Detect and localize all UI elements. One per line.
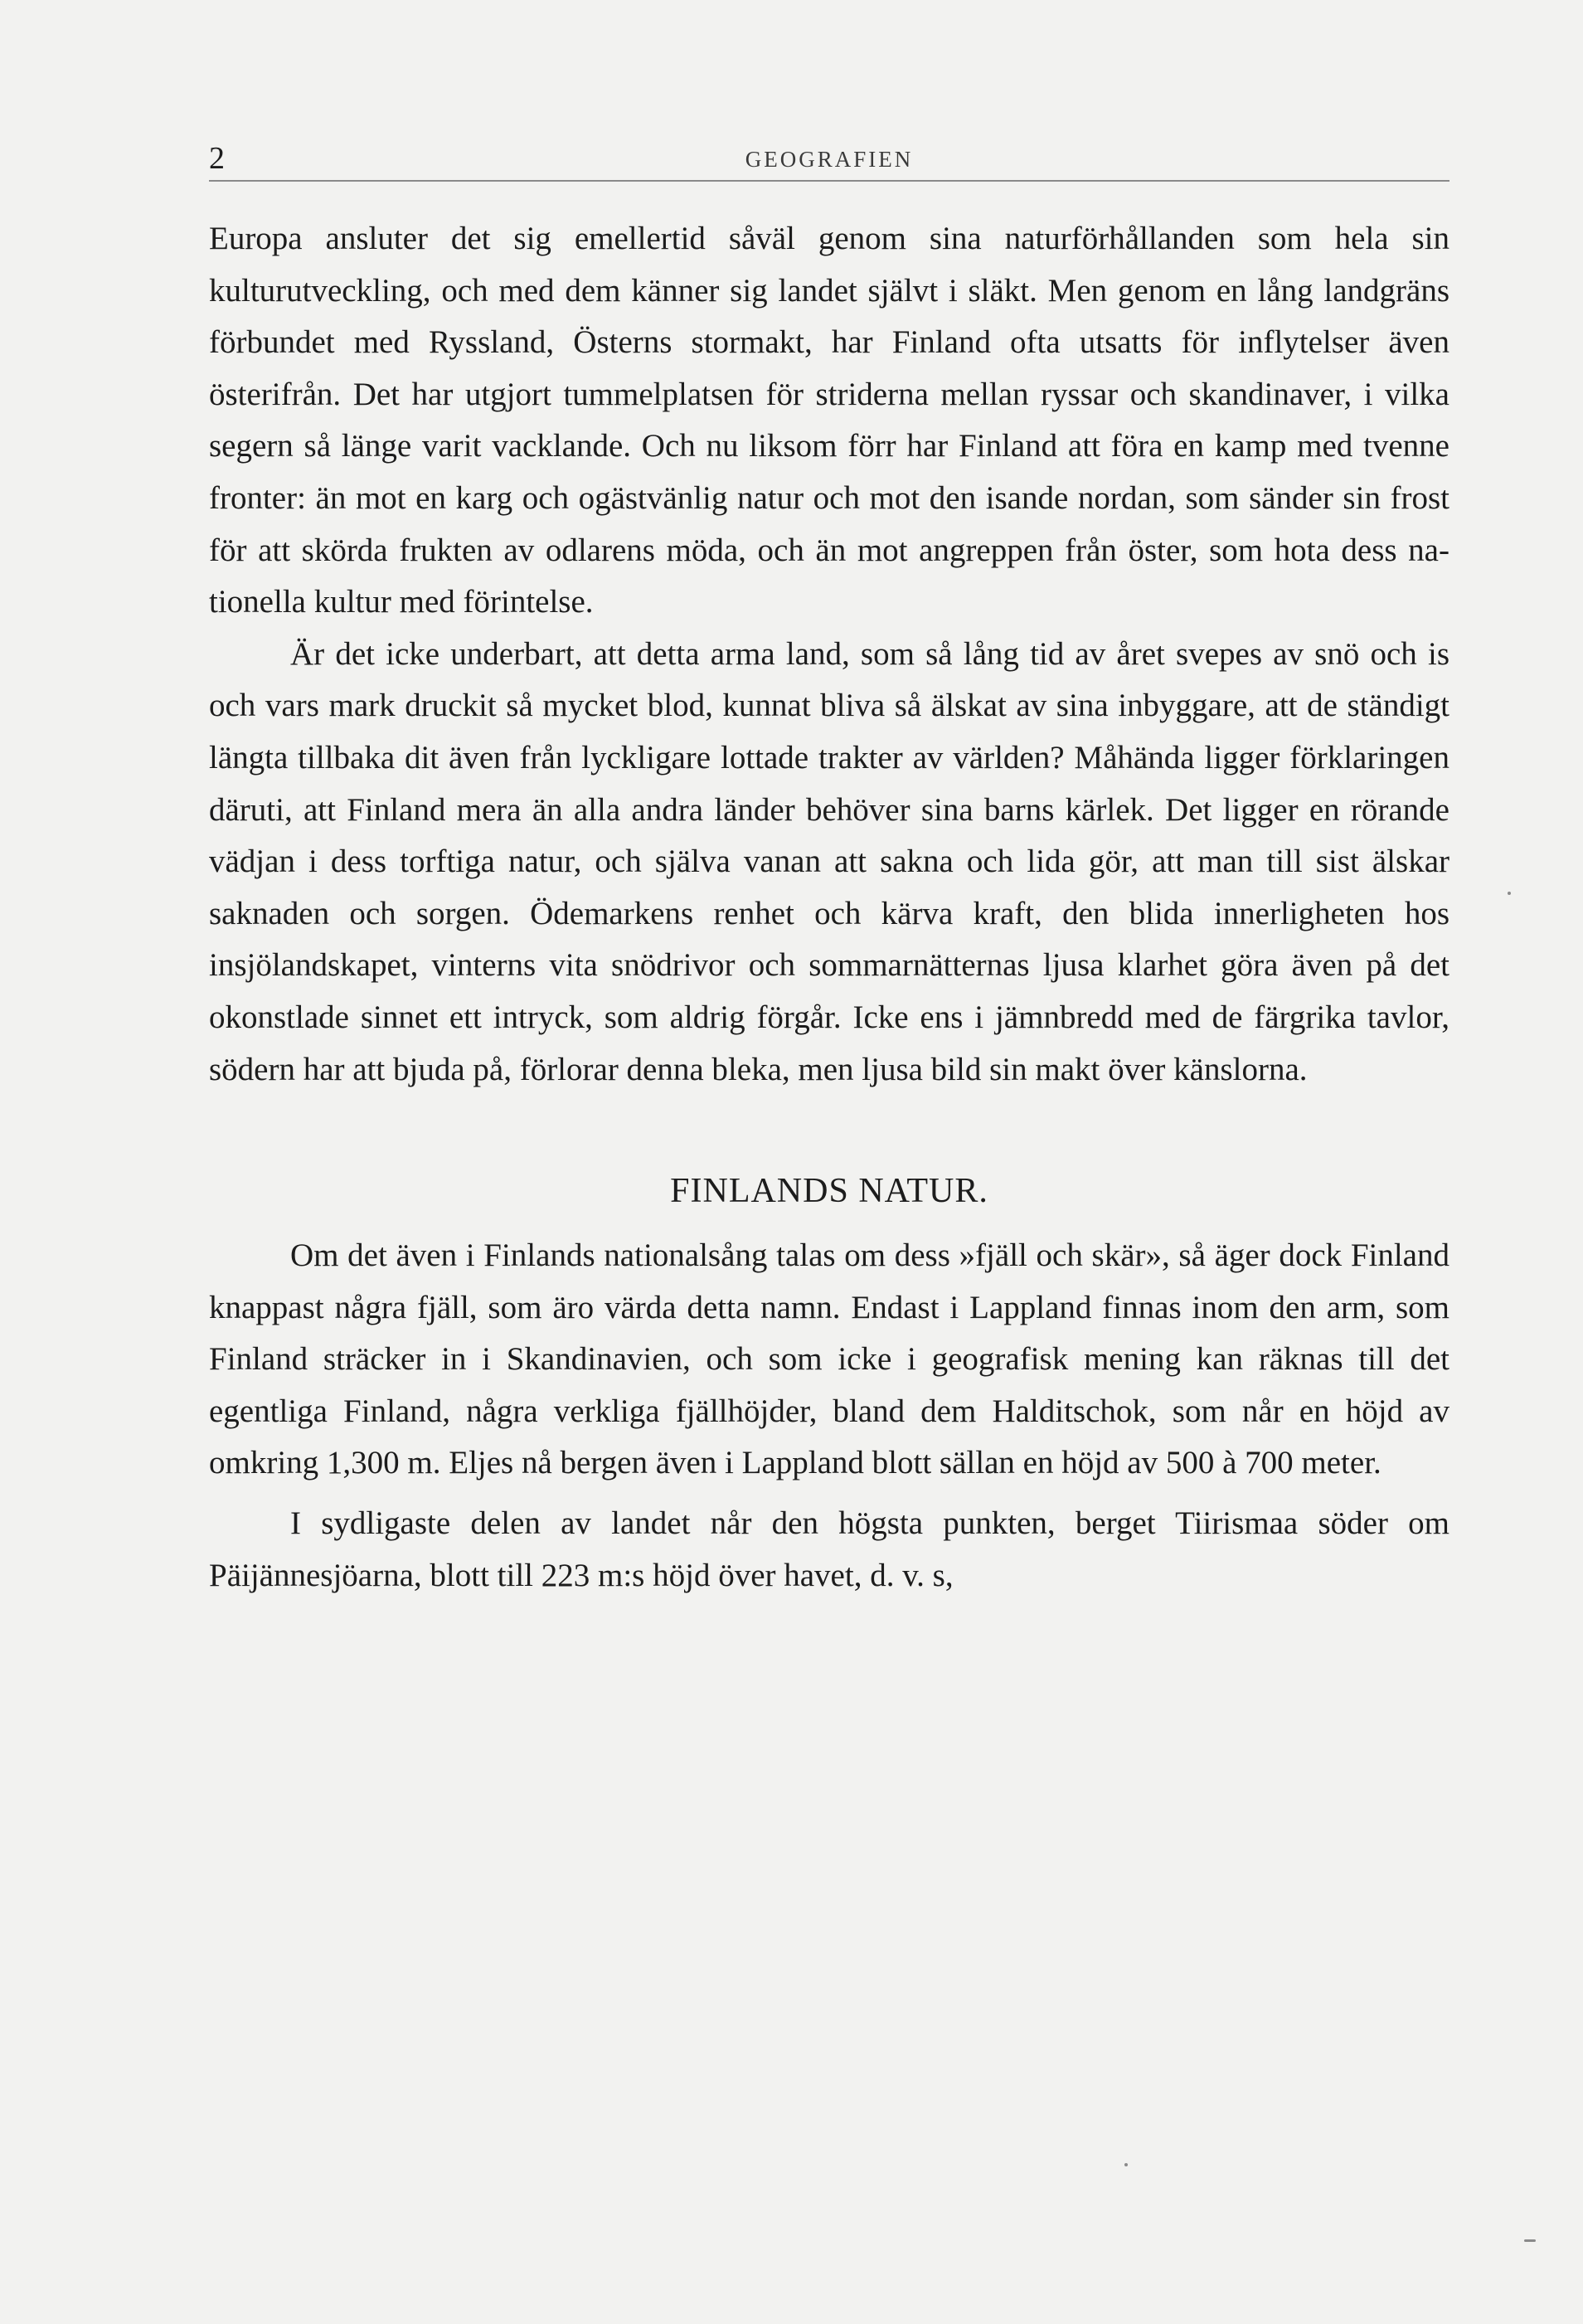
paragraph-continued: Europa ansluter det sig emellertid såväl genom sina naturförhållanden som hela sin kulturutveckling, och med dem känner sig landet självt i släkt. Men genom en lång landgräns förbundet med Ryssland, Österns stormakt, har Finland ofta utsatts för inflytelser även österifrån. Det har utgjort tummelplatsen för striderna mellan ryssar och skandinaver, i vilka segern så länge varit vacklande. Och nu liksom förr har Finland att föra en kamp med tvenne fronter: än mot en karg och ogästvänlig natur och mot den isande nordan, som sänder sin frost för att skörda frukten av odlarens möda, och än mot angreppen från öster, som hota dess nationella kultur med förintelse. [209, 221, 1449, 620]
paragraph: Är det icke underbart, att detta arma land, som så lång tid av året svepes av snö och is och vars mark druckit så mycket blod, kunnat bliva så älskat av sina inbyggare, att de ständigt längta tillbaka dit även från lyckligare lottade trakter av världen? Måhända ligger förklaringen däruti, att Finland mera än alla andra länder behöver sina barns kärlek. Det ligger en rörande vädjan i dess torftiga natur, och själva vanan att sakna och lida gör, att man till sist älskar saknaden och sorgen. Ödemarkens renhet och kärva kraft, den blida innerligheten hos insjölandskapet, vinterns vita snödrivor och sommarnätternas ljusa klarhet göra även på det okonstlade sinnet ett intryck, som aldrig förgår. Icke ens i jämnbredd med de färgrika tavlor, södern har att bjuda på, förlorar denna bleka, men ljusa bild sin makt över känslorna. [209, 635, 1449, 1087]
section-heading: FINLANDS NATUR. [670, 1172, 988, 1211]
running-head [209, 139, 1449, 177]
book-page [209, 0, 1449, 2324]
body-text [209, 213, 1449, 1602]
paper-speck [1508, 892, 1511, 895]
paper-speck [1124, 2163, 1128, 2166]
paper-speck [1524, 2239, 1536, 2242]
paragraph: I sydligaste delen av landet når den högsta punkten, berget Tiirismaa söder om Päijännesjöarna, blott till 223 m:s höjd över havet, d. v. s, [209, 1505, 1449, 1593]
paragraph: Om det även i Finlands nationalsång talas om dess »fjäll och skär», så äger dock Finland knappast några fjäll, som äro värda detta namn. Endast i Lappland finnas inom den arm, som Finland sträcker in i Skandinavien, och som icke i geografisk mening kan räknas till det egentliga Finland, några verkliga fjällhöjder, bland dem Halditschok, som når en höjd av omkring 1,300 m. Eljes nå bergen även i Lappland blott sällan en höjd av 500 à 700 meter. [209, 1237, 1449, 1481]
running-title: GEOGRAFIEN [745, 147, 914, 172]
header-rule [209, 180, 1449, 182]
page-number: 2 [209, 141, 225, 176]
